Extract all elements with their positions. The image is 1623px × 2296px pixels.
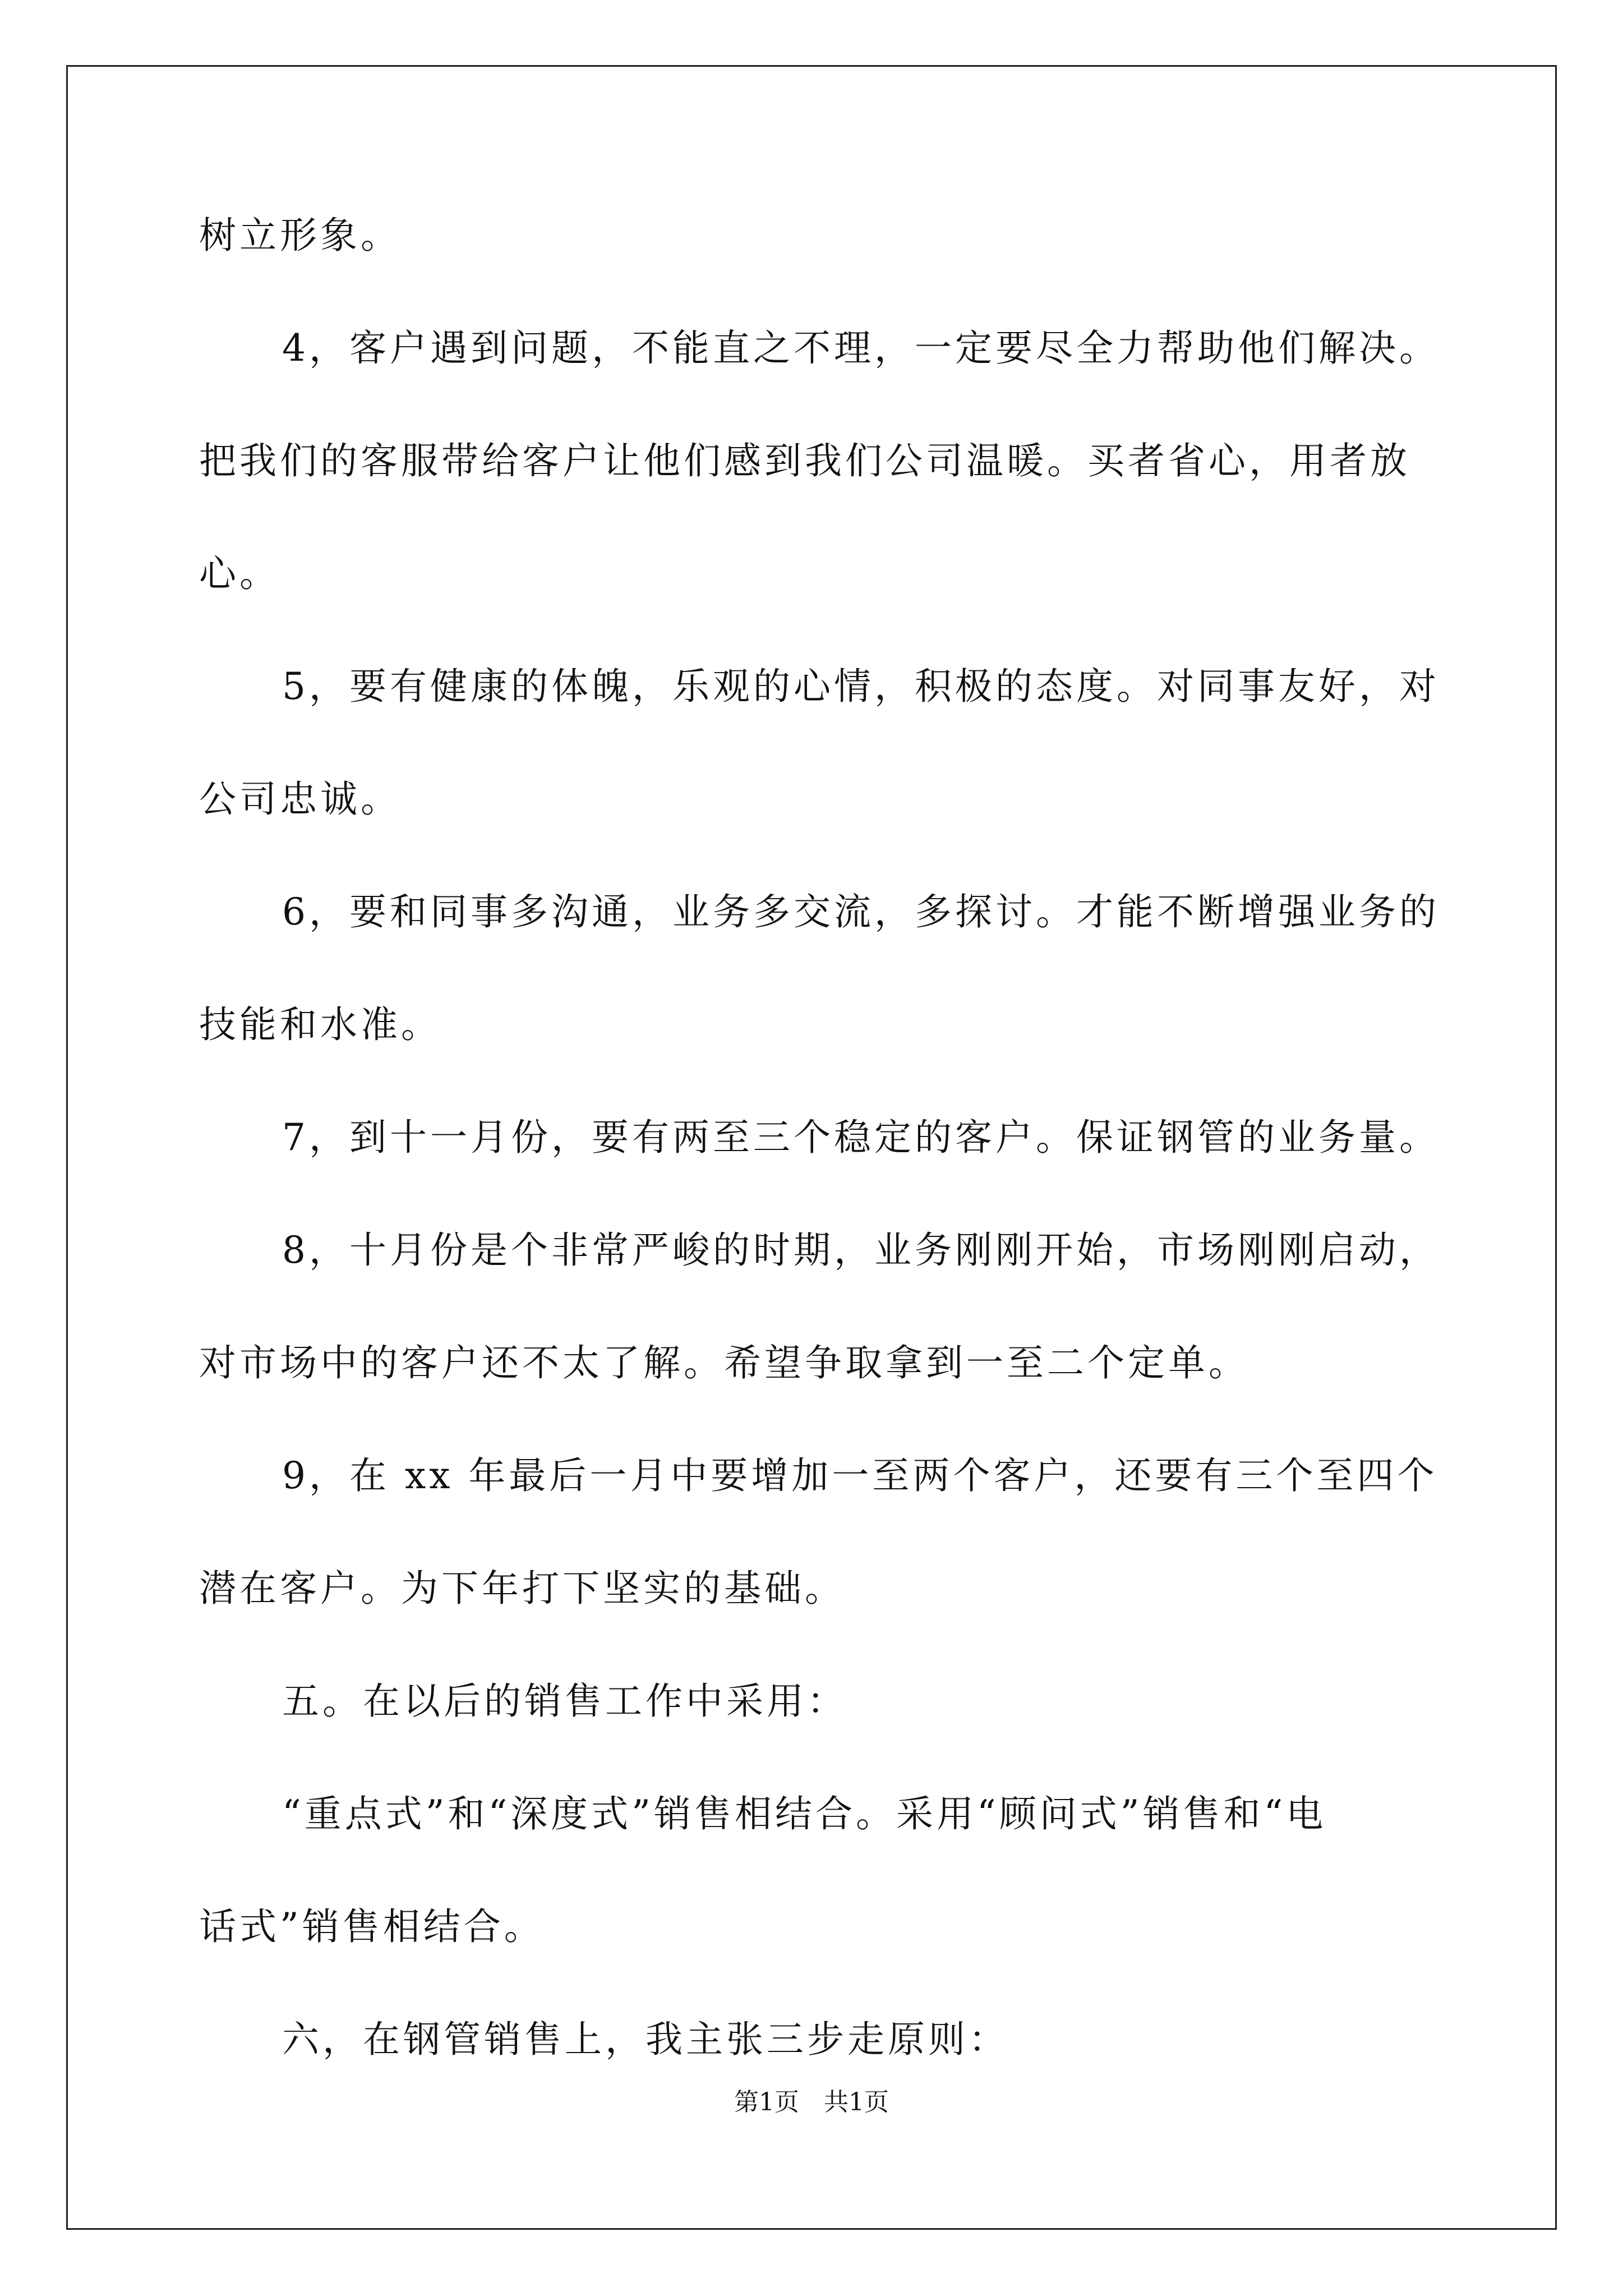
text-line: 8，十月份是个非常严峻的时期，业务刚刚开始，市场刚刚启动， [282, 1228, 1440, 1272]
text-line: 4，客户遇到问题，不能直之不理，一定要尽全力帮助他们解决。 [282, 326, 1440, 370]
text-line: 树立形象。 [199, 214, 401, 257]
text-line: 潜在客户。为下年打下坚实的基础。 [199, 1567, 845, 1610]
text-line: 7，到十一月份，要有两至三个稳定的客户。保证钢管的业务量。 [282, 1116, 1440, 1159]
text-line: “重点式”和“深度式”销售相结合。采用“顾问式”销售和“电 [282, 1792, 1327, 1835]
text-line: 话式”销售相结合。 [199, 1905, 545, 1948]
text-line: 公司忠诚。 [199, 777, 401, 821]
text-line: 心。 [199, 552, 280, 595]
text-line: 6，要和同事多沟通，业务多交流，多探讨。才能不断增强业务的 [282, 890, 1440, 933]
text-line: 对市场中的客户还不太了解。希望争取拿到一至二个定单。 [199, 1341, 1249, 1384]
text-line: 技能和水准。 [199, 1003, 441, 1046]
text-line: 六，在钢管销售上，我主张三步走原则： [282, 2018, 1009, 2061]
text-line: 把我们的客服带给客户让他们感到我们公司温暖。买者省心，用者放 [199, 439, 1410, 482]
page-number: 第1页 共1页 [734, 2088, 889, 2116]
text-line: 9，在 xx 年最后一月中要增加一至两个客户，还要有三个至四个 [282, 1454, 1438, 1497]
text-line: 5，要有健康的体魄，乐观的心情，积极的态度。对同事友好，对 [282, 665, 1440, 708]
text-line: 五。在以后的销售工作中采用： [282, 1680, 847, 1723]
